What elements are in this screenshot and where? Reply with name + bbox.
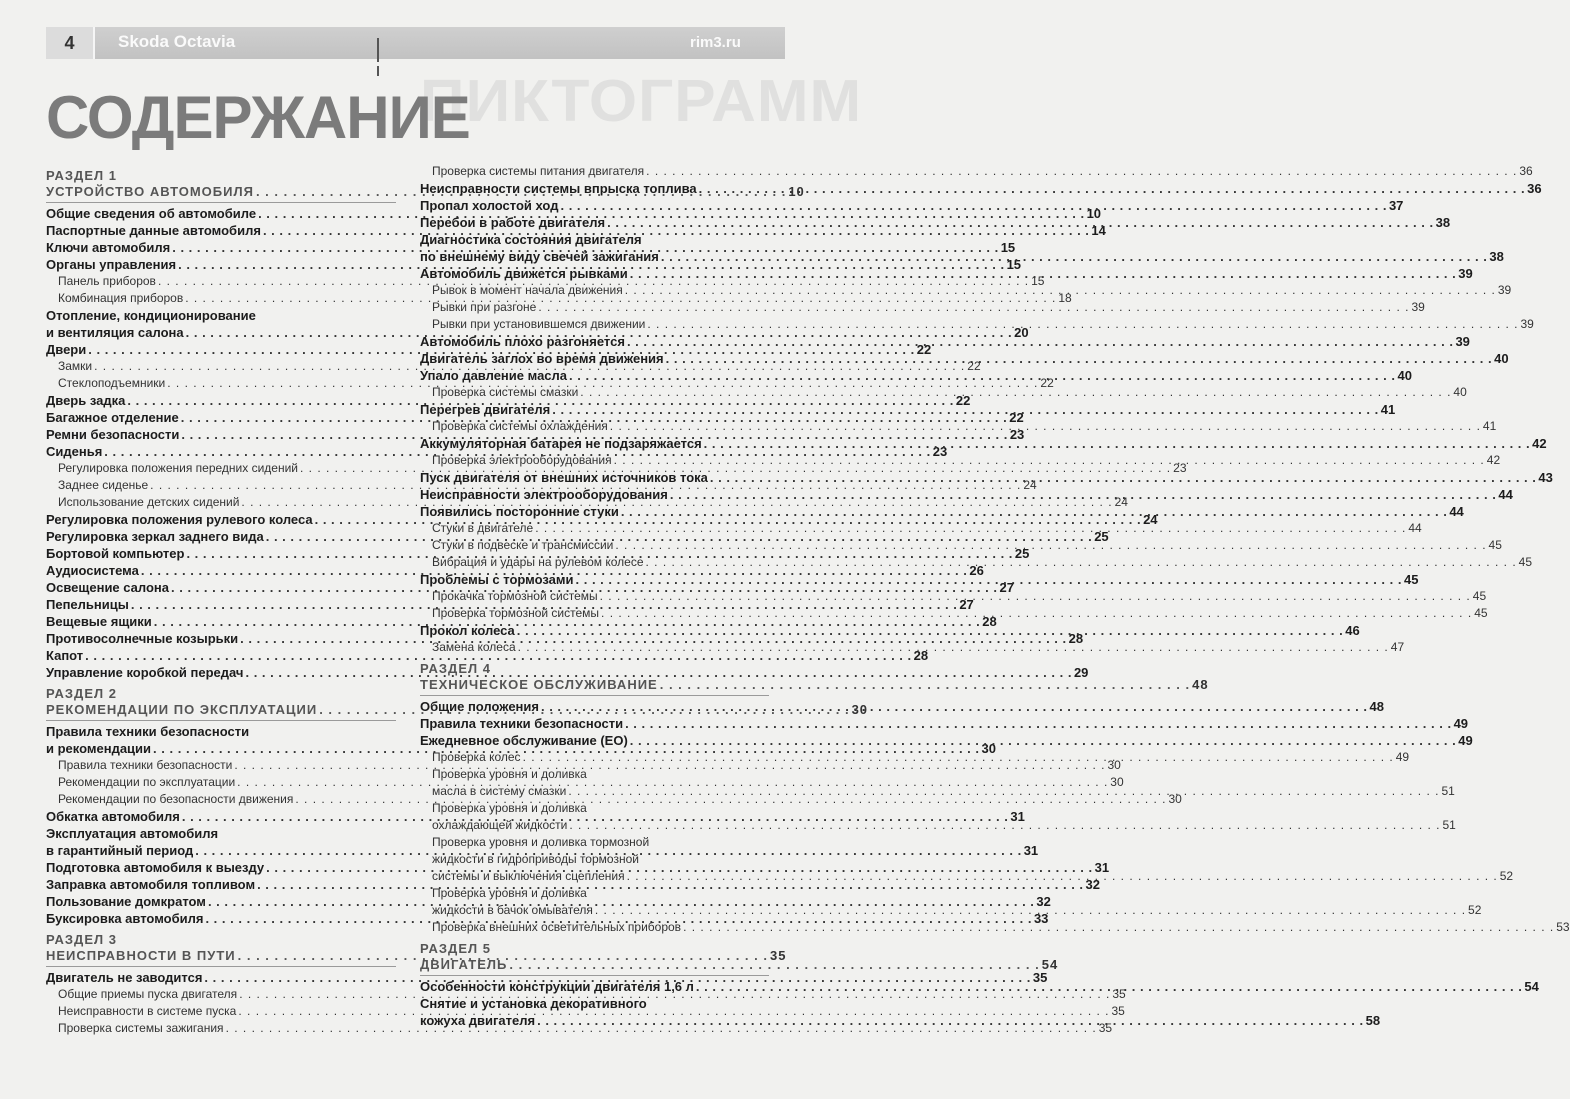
entry-title: Стеклоподъемники bbox=[58, 376, 166, 390]
toc-entry-line: Отопление, кондиционирование bbox=[46, 308, 256, 323]
toc-subentry bbox=[420, 919, 1570, 936]
page-ref: 39 bbox=[1455, 334, 1470, 349]
page-ref: 10 bbox=[788, 184, 805, 199]
entry-title: Использование детских сидений bbox=[58, 495, 240, 509]
page-ref: 36 bbox=[1527, 181, 1542, 196]
page-ref: 51 bbox=[1442, 818, 1456, 832]
entry-title: кожуха двигателя bbox=[420, 1013, 536, 1028]
entry-title: Аккумуляторная батарея не подзаряжается bbox=[420, 436, 702, 451]
entry-title: Особенности конструкции двигателя 1,6 л bbox=[420, 979, 694, 994]
page-ref: 29 bbox=[1073, 665, 1089, 680]
section-rule bbox=[46, 966, 396, 967]
entry-title: Общие сведения об автомобиле bbox=[46, 206, 257, 221]
page-ref: 53 bbox=[1556, 920, 1570, 934]
page-ref: 30 bbox=[1110, 775, 1124, 789]
entry-title: Пользование домкратом bbox=[46, 894, 206, 909]
page-ref: 44 bbox=[1408, 521, 1422, 535]
entry-title: ДВИГАТЕЛЬ bbox=[420, 957, 508, 972]
page-ref: 31 bbox=[1023, 843, 1039, 858]
entry-title: Ключи автомобиля bbox=[46, 240, 171, 255]
dot-leader bbox=[535, 520, 1406, 537]
page-ref: 23 bbox=[1009, 427, 1025, 442]
page-ref: 35 bbox=[1098, 1021, 1113, 1035]
page-ref: 30 bbox=[851, 702, 869, 717]
dot-leader bbox=[541, 698, 1367, 715]
entry-title: Ежедневное обслуживание (ЕО) bbox=[420, 733, 628, 748]
dot-leader bbox=[627, 333, 1453, 350]
toc-entry-line: жидкости в гидроприводы тормозной bbox=[432, 852, 639, 866]
entry-title: Перебои в работе двигателя bbox=[420, 215, 606, 230]
page-ref: 14 bbox=[1091, 223, 1106, 238]
page-ref: 24 bbox=[1143, 512, 1158, 527]
page-ref: 32 bbox=[1036, 894, 1051, 909]
page-ref: 49 bbox=[1453, 716, 1469, 731]
entry-title: Дверь задка bbox=[46, 393, 126, 408]
dot-leader bbox=[560, 197, 1386, 214]
page-ref: 27 bbox=[999, 580, 1014, 595]
entry-title: Проверка тормозной системы bbox=[432, 606, 600, 620]
page-ref: 38 bbox=[1489, 249, 1504, 264]
dot-leader bbox=[518, 639, 1389, 656]
entry-title: Неисправности в системе пуска bbox=[58, 1004, 237, 1018]
page-ref: 49 bbox=[1458, 733, 1473, 748]
entry-title: НЕИСПРАВНОСТИ В ПУТИ bbox=[46, 948, 236, 963]
page-ref: 23 bbox=[1173, 461, 1187, 475]
dot-leader bbox=[601, 605, 1472, 622]
dot-leader bbox=[661, 248, 1487, 265]
dot-leader bbox=[704, 435, 1530, 452]
page-ref: 48 bbox=[1369, 699, 1384, 714]
page-ref: 33 bbox=[1033, 911, 1049, 926]
dot-leader bbox=[696, 978, 1522, 995]
section-label: РАЗДЕЛ 2 bbox=[46, 686, 117, 701]
entry-title: Замки bbox=[58, 359, 93, 373]
entry-title: по внешнему виду свечей зажигания bbox=[420, 249, 659, 264]
page-ref: 45 bbox=[1474, 606, 1488, 620]
page-ref: 30 bbox=[1107, 758, 1121, 772]
page-ref: 20 bbox=[1014, 325, 1029, 340]
page-ref: 39 bbox=[1458, 266, 1473, 281]
entry-title: в гарантийный период bbox=[46, 843, 194, 858]
entry-title: Органы управления bbox=[46, 257, 177, 272]
entry-title: Проблемы с тормозами bbox=[420, 572, 574, 587]
entry-title: Автомобиль плохо разгоняется bbox=[420, 334, 625, 349]
dot-leader bbox=[538, 299, 1409, 316]
entry-title: Правила техники безопасности bbox=[58, 758, 233, 772]
page-ref: 43 bbox=[1538, 470, 1553, 485]
page-ref: 10 bbox=[1086, 206, 1102, 221]
page-ref: 41 bbox=[1380, 402, 1396, 417]
entry-title: Регулировка положения передних сидений bbox=[58, 461, 298, 475]
dot-leader bbox=[607, 214, 1433, 231]
page-ref: 45 bbox=[1403, 572, 1419, 587]
page-ref: 23 bbox=[932, 444, 948, 459]
dot-leader bbox=[569, 367, 1395, 384]
entry-title: Проверка системы питания двигателя bbox=[432, 164, 645, 178]
page-title: СОДЕРЖАНИЕ bbox=[46, 84, 470, 151]
dot-leader bbox=[595, 902, 1466, 919]
page-ref: 41 bbox=[1482, 419, 1497, 433]
page-ref: 22 bbox=[967, 359, 981, 373]
entry-title: Проверка электрооборудования bbox=[432, 453, 612, 467]
page-ref: 44 bbox=[1449, 504, 1464, 519]
dot-leader bbox=[630, 732, 1456, 749]
page-ref: 25 bbox=[1014, 546, 1030, 561]
toc-entry-line: Эксплуатация автомобиля bbox=[46, 826, 219, 841]
page-ref: 52 bbox=[1468, 903, 1482, 917]
page-number: 4 bbox=[46, 27, 95, 59]
dot-leader bbox=[614, 452, 1485, 469]
section-rule bbox=[46, 202, 396, 203]
dot-leader bbox=[646, 163, 1517, 180]
book-title: Skoda Octavia bbox=[118, 32, 236, 51]
dot-leader bbox=[699, 180, 1525, 197]
dot-leader bbox=[568, 783, 1439, 800]
page-ref: 48 bbox=[1192, 677, 1209, 692]
entry-title: системы и выключения сцепления bbox=[432, 869, 625, 883]
page-ref: 15 bbox=[1031, 274, 1045, 288]
page-ref: 36 bbox=[1519, 164, 1533, 178]
page-ref: 22 bbox=[1009, 410, 1024, 425]
page-ref: 18 bbox=[1058, 291, 1072, 305]
page-ref: 49 bbox=[1395, 750, 1410, 764]
entry-title: Двигатель заглох во время движения bbox=[420, 351, 664, 366]
page-ref: 46 bbox=[1345, 623, 1360, 638]
page-ref: 28 bbox=[982, 614, 997, 629]
entry-title: Заправка автомобиля топливом bbox=[46, 877, 256, 892]
entry-title: Проверка внешних осветительных приборов bbox=[432, 920, 682, 934]
entry-title: Аудиосистема bbox=[46, 563, 139, 578]
entry-title: Рывок в момент начала движения bbox=[432, 283, 623, 297]
page-ref: 39 bbox=[1497, 283, 1512, 297]
dot-leader bbox=[552, 401, 1378, 418]
entry-title: Бортовой компьютер bbox=[46, 546, 185, 561]
section-title bbox=[420, 676, 1209, 694]
page-ref: 39 bbox=[1411, 300, 1425, 314]
section-rule bbox=[420, 695, 769, 696]
page-ref: 47 bbox=[1390, 640, 1405, 654]
dot-leader bbox=[625, 282, 1496, 299]
page-ref: 42 bbox=[1532, 436, 1547, 451]
section-label: РАЗДЕЛ 5 bbox=[420, 941, 491, 956]
entry-title: Вибрация и удары на рулевом колесе bbox=[432, 555, 644, 569]
page-ref: 35 bbox=[1112, 987, 1126, 1001]
entry-title: Общие приемы пуска двигателя bbox=[58, 987, 238, 1001]
page-ref: 54 bbox=[1041, 957, 1059, 972]
dot-leader bbox=[660, 676, 1190, 694]
page-ref: 28 bbox=[913, 648, 929, 663]
page-ref: 32 bbox=[1085, 877, 1101, 892]
entry-title: Проверка системы охлаждения bbox=[432, 419, 608, 433]
page-ref: 45 bbox=[1472, 589, 1487, 603]
entry-title: Вещевые ящики bbox=[46, 614, 152, 629]
crop-mark bbox=[377, 38, 379, 62]
entry-title: ТЕХНИЧЕСКОЕ ОБСЛУЖИВАНИЕ bbox=[420, 677, 658, 692]
page-ref: 38 bbox=[1435, 215, 1451, 230]
toc-subentry bbox=[420, 817, 1456, 834]
entry-title: Рекомендации по безопасности движения bbox=[58, 792, 294, 806]
toc-entry-line: Проверка уровня и доливка bbox=[432, 767, 587, 781]
entry-title: РЕКОМЕНДАЦИИ ПО ЭКСПЛУАТАЦИИ bbox=[46, 702, 318, 717]
entry-title: Замена колеса bbox=[432, 640, 516, 654]
entry-title: Пепельницы bbox=[46, 597, 129, 612]
page-ref: 15 bbox=[1000, 240, 1016, 255]
entry-title: Неисправности системы впрыска топлива bbox=[420, 181, 697, 196]
entry-title: Появились посторонние стуки bbox=[420, 504, 619, 519]
page-ref: 40 bbox=[1494, 351, 1509, 366]
entry-title: Проверка системы зажигания bbox=[58, 1021, 224, 1035]
dot-leader bbox=[569, 817, 1440, 834]
dot-leader bbox=[710, 469, 1536, 486]
entry-title: Прокол колеса bbox=[420, 623, 515, 638]
entry-title: Заднее сиденье bbox=[58, 478, 149, 492]
dot-leader bbox=[509, 956, 1039, 974]
entry-title: Обкатка автомобиля bbox=[46, 809, 180, 824]
entry-title: Паспортные данные автомобиля bbox=[46, 223, 261, 238]
page-ref: 37 bbox=[1388, 198, 1404, 213]
entry-title: Автомобиль движется рывками bbox=[420, 266, 628, 281]
section-rule bbox=[420, 975, 769, 976]
dot-leader bbox=[517, 622, 1343, 639]
page-ref: 24 bbox=[1023, 478, 1037, 492]
entry-title: УСТРОЙСТВО АВТОМОБИЛЯ bbox=[46, 184, 254, 199]
entry-title: Сиденья bbox=[46, 444, 103, 459]
page-ref: 28 bbox=[1068, 631, 1084, 646]
page-ref: 30 bbox=[1168, 792, 1182, 806]
entry-title: Неисправности электрооборудования bbox=[420, 487, 668, 502]
page-ref: 24 bbox=[1114, 495, 1128, 509]
page-ref: 22 bbox=[1040, 376, 1054, 390]
page-ref: 35 bbox=[1111, 1004, 1125, 1018]
section-rule bbox=[46, 720, 396, 721]
entry-title: Буксировка автомобиля bbox=[46, 911, 204, 926]
toc-entry-line: Проверка уровня и доливка тормозной bbox=[432, 835, 650, 849]
entry-title: Подготовка автомобиля к выезду bbox=[46, 860, 265, 875]
dot-leader bbox=[630, 265, 1456, 282]
dot-leader bbox=[523, 749, 1394, 766]
page-ref: 25 bbox=[1094, 529, 1109, 544]
toc-subentry bbox=[420, 299, 1425, 316]
page-ref: 52 bbox=[1499, 869, 1514, 883]
show-through-text: ПИКТОГРАММ bbox=[420, 68, 863, 135]
page-ref: 40 bbox=[1453, 385, 1467, 399]
entry-title: Комбинация приборов bbox=[58, 291, 184, 305]
entry-title: Правила техники безопасности bbox=[420, 716, 624, 731]
dot-leader bbox=[647, 316, 1518, 333]
section-label: РАЗДЕЛ 1 bbox=[46, 168, 117, 183]
entry-title: Рекомендации по эксплуатации bbox=[58, 775, 236, 789]
page-ref: 15 bbox=[1006, 257, 1022, 272]
page-ref: 44 bbox=[1498, 487, 1513, 502]
dot-leader bbox=[666, 350, 1492, 367]
dot-leader bbox=[625, 715, 1451, 732]
page-ref: 51 bbox=[1441, 784, 1455, 798]
entry-title: Стуки в подвеске и трансмиссии bbox=[432, 538, 614, 552]
entry-title: Багажное отделение bbox=[46, 410, 179, 425]
entry-title: Перегрев двигателя bbox=[420, 402, 551, 417]
entry-title: Панель приборов bbox=[58, 274, 156, 288]
toc-entry-line: Диагностика состояния двигателя bbox=[420, 232, 642, 247]
entry-title: Общие положения bbox=[420, 699, 539, 714]
page-ref: 26 bbox=[969, 563, 984, 578]
page-ref: 22 bbox=[955, 393, 971, 408]
entry-title: Прокачка тормозной системы bbox=[432, 589, 598, 603]
site-label: rim3.ru bbox=[690, 34, 741, 51]
page-ref: 58 bbox=[1365, 1013, 1381, 1028]
entry-title: и рекомендации bbox=[46, 741, 152, 756]
entry-title: масла в систему смазки bbox=[432, 784, 567, 798]
page-ref: 54 bbox=[1524, 979, 1539, 994]
toc-entry-line: Проверка уровня и доливка bbox=[432, 801, 587, 815]
dot-leader bbox=[537, 1012, 1363, 1029]
dot-leader bbox=[576, 571, 1402, 588]
entry-title: Регулировка зеркал заднего вида bbox=[46, 529, 264, 544]
page-ref: 31 bbox=[1094, 860, 1110, 875]
page-ref: 30 bbox=[981, 741, 996, 756]
page-ref: 42 bbox=[1486, 453, 1501, 467]
section-title bbox=[420, 956, 1059, 974]
entry-title: Противосолнечные козырьки bbox=[46, 631, 239, 646]
dot-leader bbox=[615, 537, 1486, 554]
page-ref: 35 bbox=[1032, 970, 1048, 985]
dot-leader bbox=[600, 588, 1471, 605]
entry-title: охлаждающей жидкости bbox=[432, 818, 568, 832]
entry-title: Стуки в двигателе bbox=[432, 521, 534, 535]
dot-leader bbox=[610, 418, 1481, 435]
dot-leader bbox=[670, 486, 1496, 503]
entry-title: Освещение салона bbox=[46, 580, 170, 595]
page-ref: 31 bbox=[1010, 809, 1025, 824]
entry-title: Капот bbox=[46, 648, 84, 663]
entry-title: Рывки при установившемся движении bbox=[432, 317, 646, 331]
entry-title: Двигатель не заводится bbox=[46, 970, 203, 985]
dot-leader bbox=[621, 503, 1447, 520]
dot-leader bbox=[646, 554, 1517, 571]
toc-subentry bbox=[420, 163, 1533, 180]
entry-title: жидкости в бачок омывателя bbox=[432, 903, 593, 917]
section-label: РАЗДЕЛ 3 bbox=[46, 932, 117, 947]
entry-title: Пропал холостой ход bbox=[420, 198, 559, 213]
page-ref: 45 bbox=[1518, 555, 1533, 569]
entry-title: Проверка колес bbox=[432, 750, 521, 764]
page-ref: 27 bbox=[959, 597, 974, 612]
toc-entry bbox=[420, 715, 1469, 732]
dot-leader bbox=[627, 868, 1498, 885]
toc-entry-line: Правила техники безопасности bbox=[46, 724, 250, 739]
page-ref: 40 bbox=[1397, 368, 1412, 383]
entry-title: Проверка системы смазки bbox=[432, 385, 579, 399]
entry-title: Управление коробкой передач bbox=[46, 665, 244, 680]
entry-title: Пуск двигателя от внешних источников тока bbox=[420, 470, 708, 485]
entry-title: и вентиляция салона bbox=[46, 325, 184, 340]
crop-mark bbox=[377, 66, 379, 76]
entry-title: Двери bbox=[46, 342, 87, 357]
page-ref: 35 bbox=[769, 948, 787, 963]
entry-title: Ремни безопасности bbox=[46, 427, 180, 442]
entry-title: Рывки при разгоне bbox=[432, 300, 537, 314]
toc-entry-line: Снятие и установка декоративного bbox=[420, 996, 647, 1011]
toc-entry-line: Проверка уровня и доливка bbox=[432, 886, 587, 900]
dot-leader bbox=[683, 919, 1554, 936]
page-ref: 39 bbox=[1520, 317, 1534, 331]
dot-leader bbox=[580, 384, 1451, 401]
entry-title: Упало давление масла bbox=[420, 368, 568, 383]
page-ref: 45 bbox=[1488, 538, 1502, 552]
toc-entry bbox=[46, 969, 1048, 986]
page-ref: 22 bbox=[916, 342, 932, 357]
entry-title: Регулировка положения рулевого колеса bbox=[46, 512, 313, 527]
section-label: РАЗДЕЛ 4 bbox=[420, 661, 491, 676]
